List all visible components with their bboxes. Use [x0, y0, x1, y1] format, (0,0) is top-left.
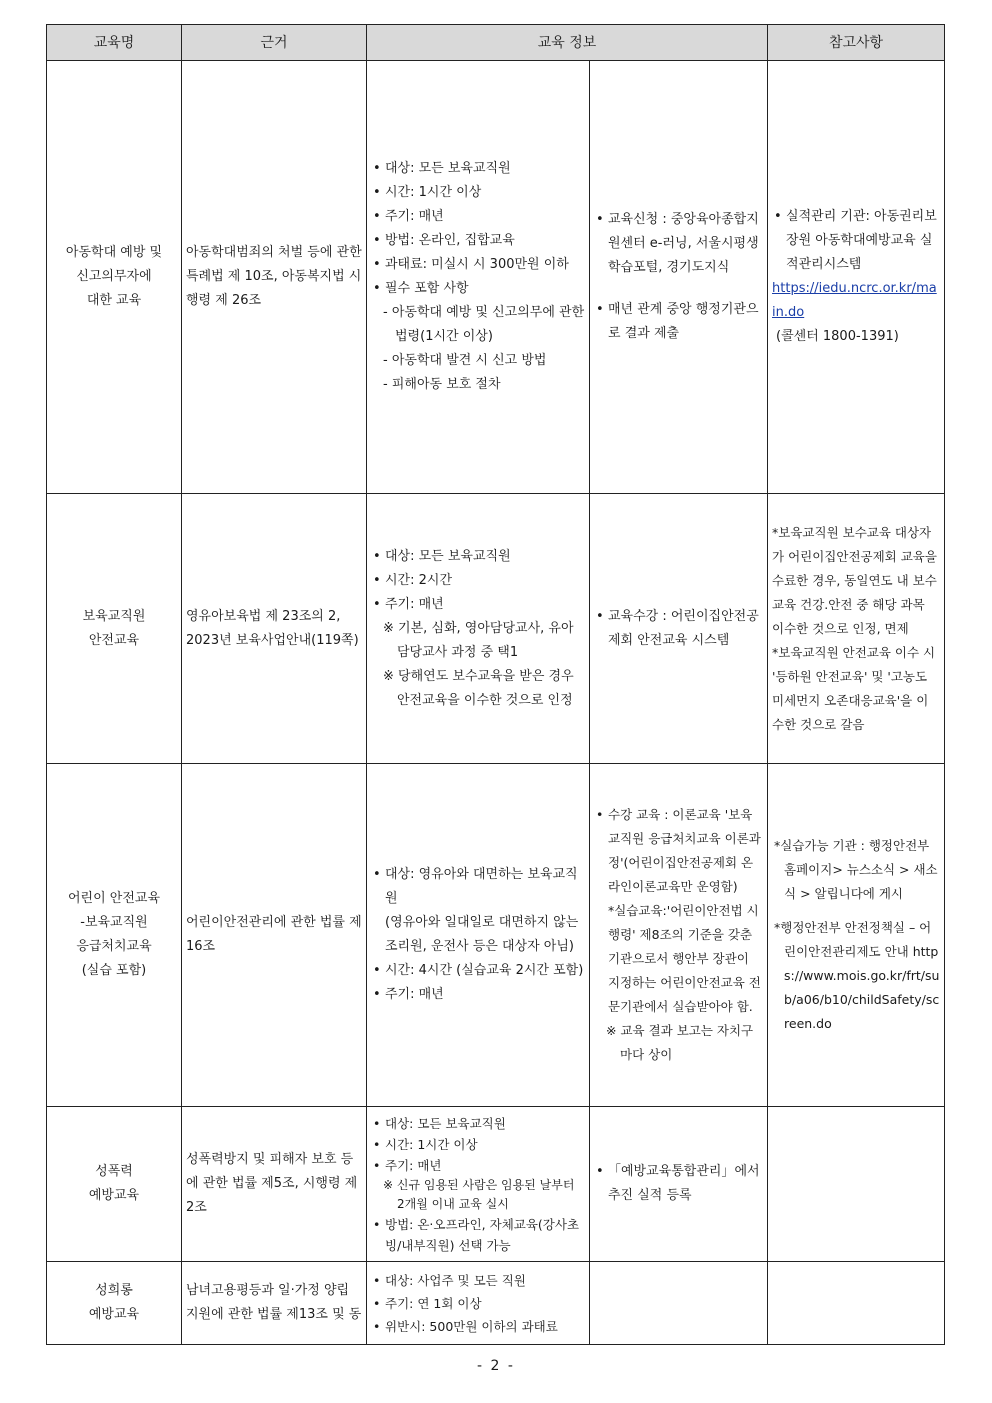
table-row — [47, 764, 945, 1107]
page-number: - 2 - — [477, 1358, 515, 1374]
row-info-left: • 대상: 모든 보육교직원 • 시간: 1시간 이상 • 주기: 매년 • 방법: 온라인, 집합교육 • 과태료: 미실시 시 300만원 이하 • 필수 포함 사항 - 아동학대 예방 및 신고의무에 관한 법령(1시간 이상) - 아동학대 발견 시 신고 방법 - 피해아동 보호 절차 — [367, 61, 590, 494]
table-row — [47, 1107, 945, 1262]
row-basis: 영유아보육법 제 23조의 2, 2023년 보육사업안내(119쪽) — [182, 494, 367, 764]
row-ref — [768, 1262, 945, 1345]
header-ref: 참고사항 — [768, 25, 945, 61]
row-ref: *보육교직원 보수교육 대상자가 어린이집안전공제회 교육을 수료한 경우, 동일연도 내 보수교육 건강.안전 중 해당 과목 이수한 것으로 인정, 면제 *보육교직원 안전교육 이수 시 '등하원 안전교육' 및 '고농도 미세먼지 오존대응교육'을 이수한 것으로 갈음 — [768, 494, 945, 764]
row-ref: • 실적관리 기관: 아동권리보장원 아동학대예방교육 실적관리시스템 https://iedu.ncrc.or.kr/main.do (콜센터 1800-1391) — [768, 61, 945, 494]
row-basis: 어린이안전관리에 관한 법률 제16조 — [182, 764, 367, 1107]
header-row — [47, 25, 945, 61]
row-basis: 성폭력방지 및 피해자 보호 등에 관한 법률 제5조, 시행령 제2조 — [182, 1107, 367, 1262]
table-row — [47, 1262, 945, 1345]
header-info: 교육 정보 — [367, 25, 768, 61]
row-info-left: • 대상: 모든 보육교직원 • 시간: 2시간 • 주기: 매년 ※ 기본, 심화, 영아담당교사, 유아담당교사 과정 중 택1 ※ 당해연도 보수교육을 받은 경우 안전교육을 이수한 것으로 인정 — [367, 494, 590, 764]
row-info-left: • 대상: 모든 보육교직원 • 시간: 1시간 이상 • 주기: 매년 ※ 신규 임용된 사람은 임용된 날부터 2개월 이내 교육 실시 • 방법: 온‧오프라인, 자체교육(강사초빙/내부직원) 선택 가능 — [367, 1107, 590, 1262]
header-name: 교육명 — [47, 25, 182, 61]
row-name: 아동학대 예방 및 신고의무자에 대한 교육 — [47, 61, 182, 494]
row-info-right: • 「예방교육통합관리」에서 추진 실적 등록 — [590, 1107, 768, 1262]
row-name: 보육교직원 안전교육 — [47, 494, 182, 764]
row-info-right — [590, 1262, 768, 1345]
row-name: 성폭력 예방교육 — [47, 1107, 182, 1262]
header-basis: 근거 — [182, 25, 367, 61]
row-info-right: • 교육신청 : 중앙육아종합지원센터 e-러닝, 서울시평생학습포털, 경기도지식 • 매년 관계 중앙 행정기관으로 결과 제출 — [590, 61, 768, 494]
row-ref — [768, 1107, 945, 1262]
education-table — [46, 24, 945, 1345]
table-row — [47, 494, 945, 764]
row-ref: *실습가능 기관 : 행정안전부 홈페이지> 뉴스소식 > 새소식 > 알립니다에 게시 *행정안전부 안전정책실 – 어린이안전관리제도 안내 https://www.mois.go.kr/frt/sub/a06/b10/childSafety/screen.do — [768, 764, 945, 1107]
row-name: 성희롱 예방교육 — [47, 1262, 182, 1345]
row-info-left: • 대상: 영유아와 대면하는 보육교직원 (영유아와 일대일로 대면하지 않는 조리원, 운전사 등은 대상자 아님) • 시간: 4시간 (실습교육 2시간 포함) • 주기: 매년 — [367, 764, 590, 1107]
row-basis: 남녀고용평등과 일·가정 양립 지원에 관한 법률 제13조 및 동 — [182, 1262, 367, 1345]
ref-link[interactable]: https://iedu.ncrc.or.kr/main.do — [772, 281, 937, 320]
row-info-left: • 대상: 사업주 및 모든 직원 • 주기: 연 1회 이상 • 위반시: 500만원 이하의 과태료 — [367, 1262, 590, 1345]
row-name: 어린이 안전교육 -보육교직원 응급처치교육 (실습 포함) — [47, 764, 182, 1107]
row-basis: 아동학대범죄의 처벌 등에 관한 특례법 제 10조, 아동복지법 시행령 제 26조 — [182, 61, 367, 494]
table-row — [47, 61, 945, 494]
row-info-right: • 교육수강 : 어린이집안전공제회 안전교육 시스템 — [590, 494, 768, 764]
row-info-right: • 수강 교육 : 이론교육 '보육교직원 응급처치교육 이론과정'(어린이집안전공제회 온라인이론교육만 운영함) *실습교육:'어린이안전법 시행령' 제8조의 기준을 갖춘 기관으로서 행안부 장관이 지정하는 어린이안전교육 전문기관에서 실습받아야 함. ※ 교육 결과 보고는 자치구마다 상이 — [590, 764, 768, 1107]
